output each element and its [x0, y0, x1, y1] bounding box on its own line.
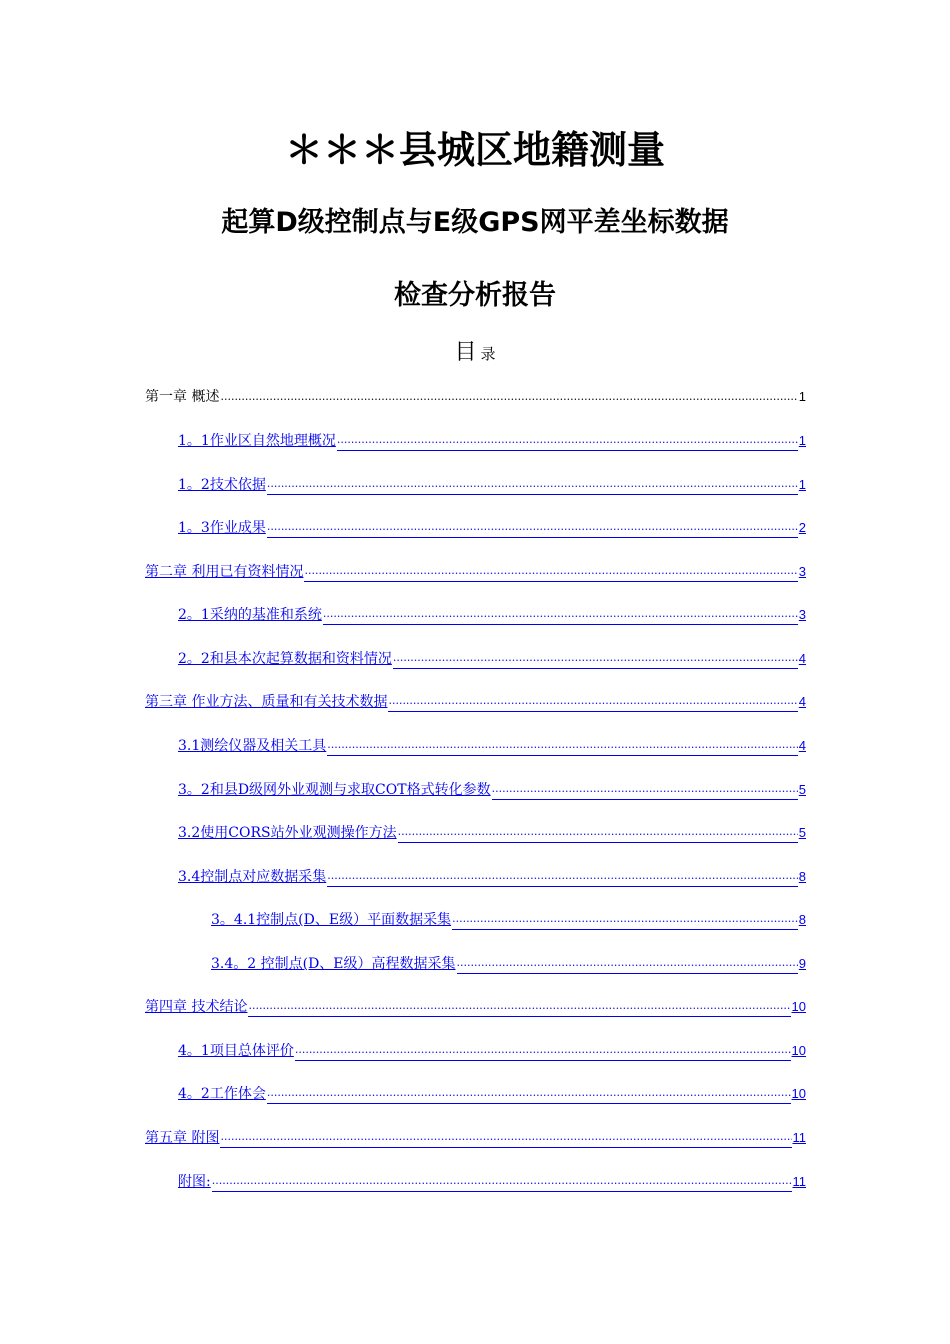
toc-entry-3-4-2[interactable]	[211, 952, 806, 974]
document-subtitle: 起算D级控制点与E级GPS网平差坐标数据	[221, 207, 729, 238]
toc-entry-chapter-1[interactable]	[145, 385, 806, 407]
toc-entry-page: 9	[798, 956, 806, 971]
toc-entry-label: 附图:	[178, 1174, 211, 1190]
toc-leader	[212, 1171, 792, 1192]
toc-leader	[327, 735, 798, 756]
toc-heading-small: 录	[480, 345, 496, 363]
toc-entry-label: 第五章 附图	[145, 1130, 220, 1146]
toc-entry-page: 10	[791, 999, 806, 1014]
toc-entry-3-4[interactable]	[178, 865, 806, 887]
toc-entry-label: 3.1测绘仪器及相关工具	[178, 738, 327, 754]
toc-entry-page: 11	[792, 1174, 806, 1189]
document-title: ＊＊＊县城区地籍测量	[284, 128, 665, 172]
toc-entry-page: 10	[791, 1043, 806, 1058]
toc-entry-label: 1。1作业区自然地理概况	[178, 433, 336, 449]
toc-entry-label: 3.4。2 控制点(D、E级）高程数据采集	[211, 956, 456, 972]
toc-leader	[452, 909, 798, 930]
toc-entry-label: 2。1采纳的基准和系统	[178, 607, 322, 623]
toc-entry-3-1[interactable]	[178, 734, 806, 756]
toc-entry-page: 4	[798, 738, 806, 753]
toc-leader	[220, 1127, 791, 1148]
toc-leader	[388, 691, 797, 712]
toc-leader	[248, 996, 790, 1017]
toc-entry-label: 3。4.1控制点(D、E级）平面数据采集	[211, 912, 452, 928]
toc-entry-1-3[interactable]	[178, 516, 806, 538]
toc-leader	[295, 1040, 791, 1061]
toc-entry-page: 11	[792, 1130, 806, 1145]
toc-entry-page: 3	[798, 607, 806, 622]
toc-entry-label: 3.4控制点对应数据采集	[178, 869, 327, 885]
toc-leader	[393, 648, 798, 669]
toc-entry-chapter-2[interactable]	[145, 560, 806, 582]
toc-leader	[492, 779, 798, 800]
toc-entry-page: 4	[798, 651, 806, 666]
toc-entry-chapter-5[interactable]	[145, 1126, 806, 1148]
toc-entry-label: 第二章 利用已有资料情况	[145, 564, 304, 580]
toc-entry-page: 5	[798, 825, 806, 840]
toc-entry-page: 10	[791, 1086, 806, 1101]
toc-entry-label: 1。2技术依据	[178, 477, 266, 493]
toc-entry-4-2[interactable]	[178, 1082, 806, 1104]
toc-entry-2-1[interactable]	[178, 603, 806, 625]
toc-entry-label: 1。3作业成果	[178, 520, 266, 536]
toc-entry-page: 8	[798, 912, 806, 927]
toc-entry-page: 5	[798, 782, 806, 797]
toc-entry-3-4-1[interactable]	[211, 908, 806, 930]
toc-entry-page: 1	[798, 477, 806, 492]
toc-entry-page: 1	[798, 433, 806, 448]
toc-entry-label: 第一章 概述	[145, 389, 220, 405]
toc-entry-label: 第四章 技术结论	[145, 999, 248, 1015]
toc-entry-appendix[interactable]	[178, 1170, 806, 1192]
toc-entry-3-2a[interactable]	[178, 778, 806, 800]
toc-entry-label: 4。1项目总体评价	[178, 1043, 294, 1059]
toc-entry-label: 2。2和县本次起算数据和资料情况	[178, 651, 392, 667]
toc-entry-page: 8	[798, 869, 806, 884]
document-subtitle-2: 检查分析报告	[394, 280, 556, 311]
toc-leader	[398, 822, 798, 843]
toc-entry-page: 3	[798, 564, 806, 579]
toc-leader	[220, 387, 797, 407]
toc-leader	[337, 430, 798, 451]
toc-entry-chapter-4[interactable]	[145, 995, 806, 1017]
toc-leader	[304, 561, 797, 582]
toc-entry-page: 1	[798, 389, 806, 404]
toc-heading	[0, 338, 950, 369]
toc-leader	[267, 474, 798, 495]
toc-entry-1-2[interactable]	[178, 473, 806, 495]
toc-entry-1-1[interactable]	[178, 429, 806, 451]
toc-entry-2-2[interactable]	[178, 647, 806, 669]
toc-entry-label: 第三章 作业方法、质量和有关技术数据	[145, 694, 388, 710]
toc-leader	[457, 953, 798, 974]
toc-entry-page: 4	[798, 694, 806, 709]
toc-leader	[267, 1083, 791, 1104]
toc-entry-3-2b[interactable]	[178, 821, 806, 843]
toc-leader	[327, 866, 798, 887]
toc-entry-chapter-3[interactable]	[145, 690, 806, 712]
toc-heading-big: 目	[454, 340, 477, 365]
toc-entry-label: 4。2工作体会	[178, 1086, 266, 1102]
toc-leader	[323, 604, 798, 625]
toc-entry-4-1[interactable]	[178, 1039, 806, 1061]
toc-entry-label: 3。2和县D级网外业观测与求取COT格式转化参数	[178, 782, 491, 798]
toc-leader	[267, 517, 798, 538]
toc-entry-label: 3.2使用CORS站外业观测操作方法	[178, 825, 397, 841]
toc-entry-page: 2	[798, 520, 806, 535]
